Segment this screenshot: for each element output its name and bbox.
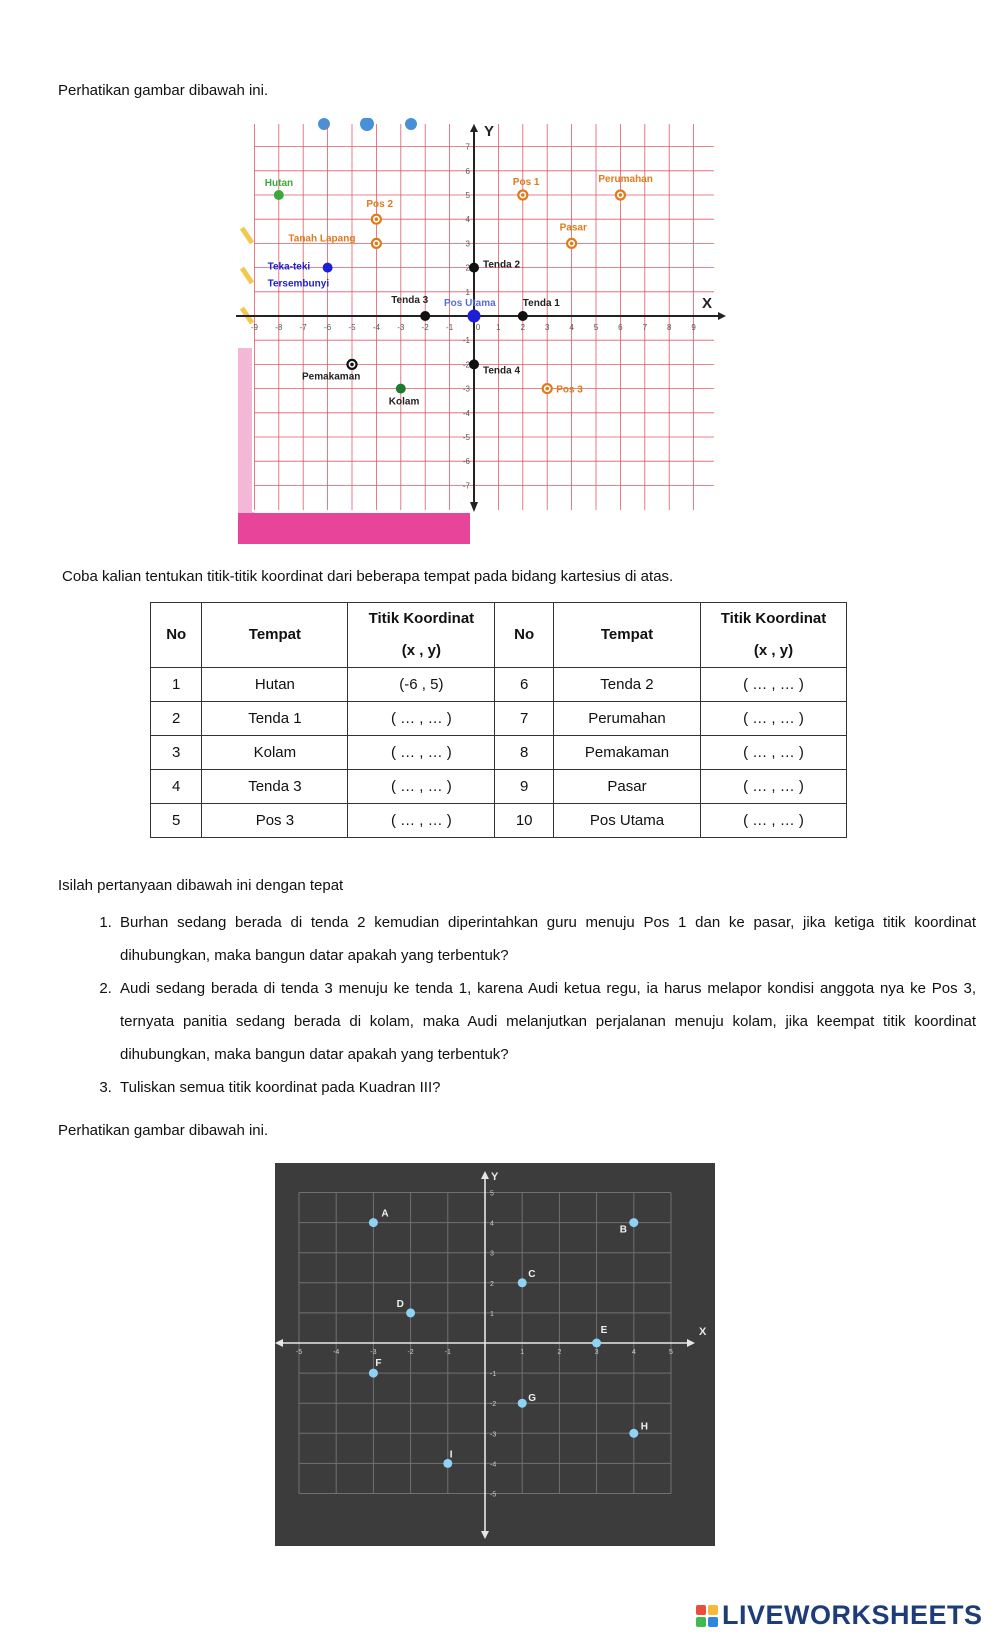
x-tick-label: 2 — [520, 323, 526, 332]
place-label: Kolam — [388, 396, 420, 408]
y-tick-label: 3 — [465, 239, 470, 249]
header-titik-line2: (x , y) — [753, 642, 794, 659]
question-list — [78, 906, 976, 1104]
place-label: Pasar — [559, 222, 587, 234]
row-no: 7 — [495, 702, 554, 736]
table-row — [151, 804, 847, 838]
table-row — [151, 668, 847, 702]
x-tick-label: -1 — [444, 1349, 451, 1356]
row-coordinate-input[interactable]: ( … , … ) — [348, 770, 495, 804]
table-row — [151, 702, 847, 736]
y-tick-label: -2 — [462, 360, 470, 370]
point-label: C — [528, 1268, 536, 1280]
header-no: No — [151, 603, 202, 668]
row-coordinate-input[interactable]: ( … , … ) — [700, 804, 846, 838]
question-item: 2. Audi sedang berada di tenda 3 menuju ke tenda 1, karena Audi ketua regu, ia harus melapor kondisi anggota nya ke Pos 3, ternyata panitia sedang berada di kolam, maka Audi melanjutkan perjalanan menuju kolam, jika keempat titik koordinat dihubungkan, maka bangun datar apakah yang terbentuk? — [116, 972, 976, 1071]
y-tick-label: -3 — [490, 1431, 497, 1439]
point-marker — [592, 1339, 601, 1348]
decor-bottom-strip — [238, 513, 470, 544]
row-no: 2 — [151, 702, 202, 736]
logo-square — [696, 1605, 706, 1615]
y-tick-label: 2 — [465, 263, 470, 273]
x-tick-label: 4 — [569, 323, 574, 332]
place-point-center — [375, 242, 379, 246]
x-tick-label: -3 — [370, 1349, 377, 1356]
row-coordinate-input[interactable]: ( … , … ) — [348, 702, 495, 736]
logo-text: LIVEWORKSHEETS — [722, 1600, 983, 1630]
place-point — [470, 360, 479, 369]
place-label: Pos 1 — [512, 177, 540, 188]
x-tick-label: -1 — [446, 323, 454, 332]
place-point-center — [570, 242, 574, 246]
liveworksheets-logo — [696, 1600, 983, 1631]
row-place: Perumahan — [553, 702, 700, 736]
point-label: B — [619, 1224, 628, 1236]
question-item: 3. Tuliskan semua titik koordinat pada Kuadran III? — [116, 1071, 976, 1104]
row-no: 1 — [151, 668, 202, 702]
y-tick-label: -4 — [462, 408, 470, 418]
place-label: Hutan — [264, 178, 294, 189]
point-marker — [518, 1278, 527, 1287]
y-tick-label: 5 — [490, 1190, 494, 1198]
row-coordinate-input[interactable]: ( … , … ) — [348, 804, 495, 838]
x-tick-label: 3 — [544, 323, 550, 332]
y-tick-label: 1 — [465, 287, 470, 297]
header-no: No — [495, 603, 554, 668]
row-no: 4 — [151, 770, 202, 804]
x-tick-label: -6 — [324, 323, 332, 332]
y-tick-label: 7 — [465, 142, 470, 152]
place-label: Tenda 3 — [391, 295, 429, 306]
point-marker — [369, 1369, 378, 1378]
x-tick-label: -5 — [295, 1349, 303, 1356]
point-label: F — [375, 1358, 382, 1370]
row-no: 5 — [151, 804, 202, 838]
row-place: Pos 3 — [202, 804, 348, 838]
place-point-center — [350, 363, 354, 367]
point-marker — [406, 1308, 415, 1317]
place-label: Pemakaman — [302, 371, 361, 383]
place-label: Pos Utama — [444, 298, 496, 309]
coordinate-table — [150, 602, 847, 838]
question-item: 1. Burhan sedang berada di tenda 2 kemudian diperintahkan guru menuju Pos 1 dan ke pasar, jika ketiga titik koordinat dihubungkan, maka bangun datar apakah yang terbentuk? — [116, 906, 976, 972]
intro-text: Perhatikan gambar dibawah ini. — [58, 82, 269, 99]
place-point — [323, 263, 332, 272]
place-point — [470, 263, 479, 272]
cartesian-plane-2 — [275, 1163, 715, 1546]
x-tick-label: 5 — [593, 323, 599, 332]
logo-square — [696, 1617, 706, 1627]
header-titik-line2: (x , y) — [401, 642, 441, 659]
point-marker — [369, 1218, 378, 1227]
place-label: Tanah Lapang — [288, 233, 356, 245]
cartesian-figure-places — [228, 118, 732, 548]
y-tick-label: 4 — [490, 1220, 494, 1228]
cartesian-figure-points — [275, 1163, 715, 1550]
place-point-center — [375, 217, 379, 221]
x-tick-label: -4 — [333, 1349, 340, 1356]
y-tick-label: 3 — [490, 1250, 494, 1258]
place-point — [274, 191, 283, 200]
point-label: G — [528, 1393, 536, 1405]
point-label: I — [449, 1449, 453, 1461]
y-tick-label: 1 — [490, 1310, 494, 1318]
y-tick-label: -5 — [462, 433, 470, 442]
place-label: Tenda 1 — [522, 298, 560, 309]
y-tick-label: -4 — [490, 1461, 497, 1469]
x-tick-label: -5 — [348, 323, 356, 332]
x-tick-label: 4 — [631, 1349, 636, 1356]
row-place: Pasar — [553, 770, 700, 804]
point-label: D — [396, 1298, 404, 1310]
place-label: Perumahan — [598, 174, 653, 185]
place-label: Tenda 2 — [483, 259, 521, 271]
place-label-line: Tersembunyi — [267, 278, 330, 290]
row-coordinate-input[interactable]: ( … , … ) — [348, 736, 495, 770]
y-axis-label: Y — [484, 123, 495, 140]
x-tick-label: 1 — [496, 323, 501, 332]
y-tick-label: 5 — [465, 191, 470, 200]
x-tick-label: -4 — [372, 323, 380, 332]
row-no: 3 — [151, 736, 202, 770]
place-label-line: Teka-teki — [267, 261, 311, 273]
x-tick-label: 0 — [475, 323, 481, 332]
y-tick-label: 2 — [490, 1280, 494, 1288]
point-marker — [629, 1429, 638, 1438]
x-tick-label: 3 — [594, 1349, 599, 1356]
header-titik-line1: Titik Koordinat — [368, 610, 475, 627]
place-label: Pos 2 — [366, 199, 394, 211]
table-row — [151, 736, 847, 770]
row-place: Hutan — [202, 668, 348, 702]
x-axis-label: X — [702, 295, 713, 312]
questions-heading: Isilah pertanyaan dibawah ini dengan tepat — [58, 877, 344, 894]
row-coordinate-input[interactable]: ( … , … ) — [700, 770, 846, 804]
x-tick-label: 5 — [669, 1349, 673, 1356]
y-tick-label: -1 — [462, 336, 470, 346]
y-tick-label: -6 — [462, 457, 470, 467]
place-label: Tenda 4 — [483, 365, 521, 377]
row-place: Pemakaman — [553, 736, 700, 770]
header-tempat: Tempat — [202, 603, 348, 668]
place-point — [468, 310, 480, 322]
x-axis-label: X — [699, 1326, 707, 1338]
x-tick-label: 1 — [520, 1349, 525, 1356]
y-axis-label: Y — [491, 1171, 499, 1183]
decor-stripes — [242, 228, 252, 323]
point-label: A — [381, 1208, 389, 1220]
point-label: E — [600, 1325, 608, 1336]
row-place: Tenda 2 — [553, 668, 700, 702]
plot-background — [275, 1163, 715, 1546]
y-tick-label: 4 — [465, 215, 470, 225]
place-label: Pos 3 — [556, 384, 583, 396]
point-marker — [518, 1399, 527, 1408]
row-coordinate-input[interactable]: ( … , … ) — [700, 736, 846, 770]
x-tick-label: -2 — [407, 1349, 414, 1356]
intro-text-2: Perhatikan gambar dibawah ini. — [58, 1122, 269, 1139]
y-tick-label: -2 — [490, 1401, 497, 1409]
x-tick-label: -9 — [250, 323, 258, 332]
table-row — [151, 770, 847, 804]
row-coordinate: (-6 , 5) — [348, 668, 495, 702]
row-no: 10 — [495, 804, 554, 838]
place-point-center — [545, 387, 549, 391]
row-no: 8 — [495, 736, 554, 770]
x-tick-label: -8 — [275, 323, 283, 332]
row-coordinate-input[interactable]: ( … , … ) — [700, 668, 846, 702]
header-tempat: Tempat — [553, 603, 700, 668]
header-titik-koordinat — [348, 603, 495, 668]
row-place: Tenda 1 — [202, 702, 348, 736]
place-point — [396, 384, 405, 393]
x-tick-label: -2 — [421, 323, 429, 332]
cartesian-plane-1 — [228, 118, 732, 544]
logo-square — [708, 1605, 718, 1615]
y-tick-label: -7 — [462, 481, 470, 491]
y-tick-label: -5 — [490, 1491, 497, 1499]
x-tick-label: 7 — [642, 323, 648, 332]
x-tick-label: -3 — [397, 323, 405, 332]
instruction-text: Coba kalian tentukan titik-titik koordinat dari beberapa tempat pada bidang kartesius di atas. — [62, 568, 674, 585]
header-titik-koordinat — [700, 603, 846, 668]
place-point-center — [619, 193, 623, 197]
header-titik-line1: Titik Koordinat — [720, 610, 827, 627]
row-no: 9 — [495, 770, 554, 804]
x-tick-label: 9 — [691, 323, 696, 332]
decor-dot — [405, 118, 417, 130]
point-label: H — [640, 1421, 649, 1433]
logo-icon — [696, 1605, 718, 1627]
row-place: Kolam — [202, 736, 348, 770]
place-point — [518, 312, 527, 321]
x-tick-label: 6 — [618, 323, 623, 332]
y-tick-label: 6 — [465, 166, 470, 176]
y-tick-label: -3 — [462, 384, 470, 394]
decor-dot — [318, 118, 330, 130]
x-tick-label: 2 — [557, 1349, 562, 1356]
place-point — [421, 312, 430, 321]
row-place: Tenda 3 — [202, 770, 348, 804]
row-coordinate-input[interactable]: ( … , … ) — [700, 702, 846, 736]
point-marker — [629, 1218, 638, 1227]
table-header-row — [151, 603, 847, 668]
logo-square — [708, 1617, 718, 1627]
y-tick-label: -1 — [490, 1371, 497, 1379]
row-no: 6 — [495, 668, 554, 702]
row-place: Pos Utama — [553, 804, 700, 838]
x-tick-label: -7 — [299, 323, 307, 332]
place-point-center — [521, 193, 525, 197]
x-tick-label: 8 — [666, 323, 672, 332]
